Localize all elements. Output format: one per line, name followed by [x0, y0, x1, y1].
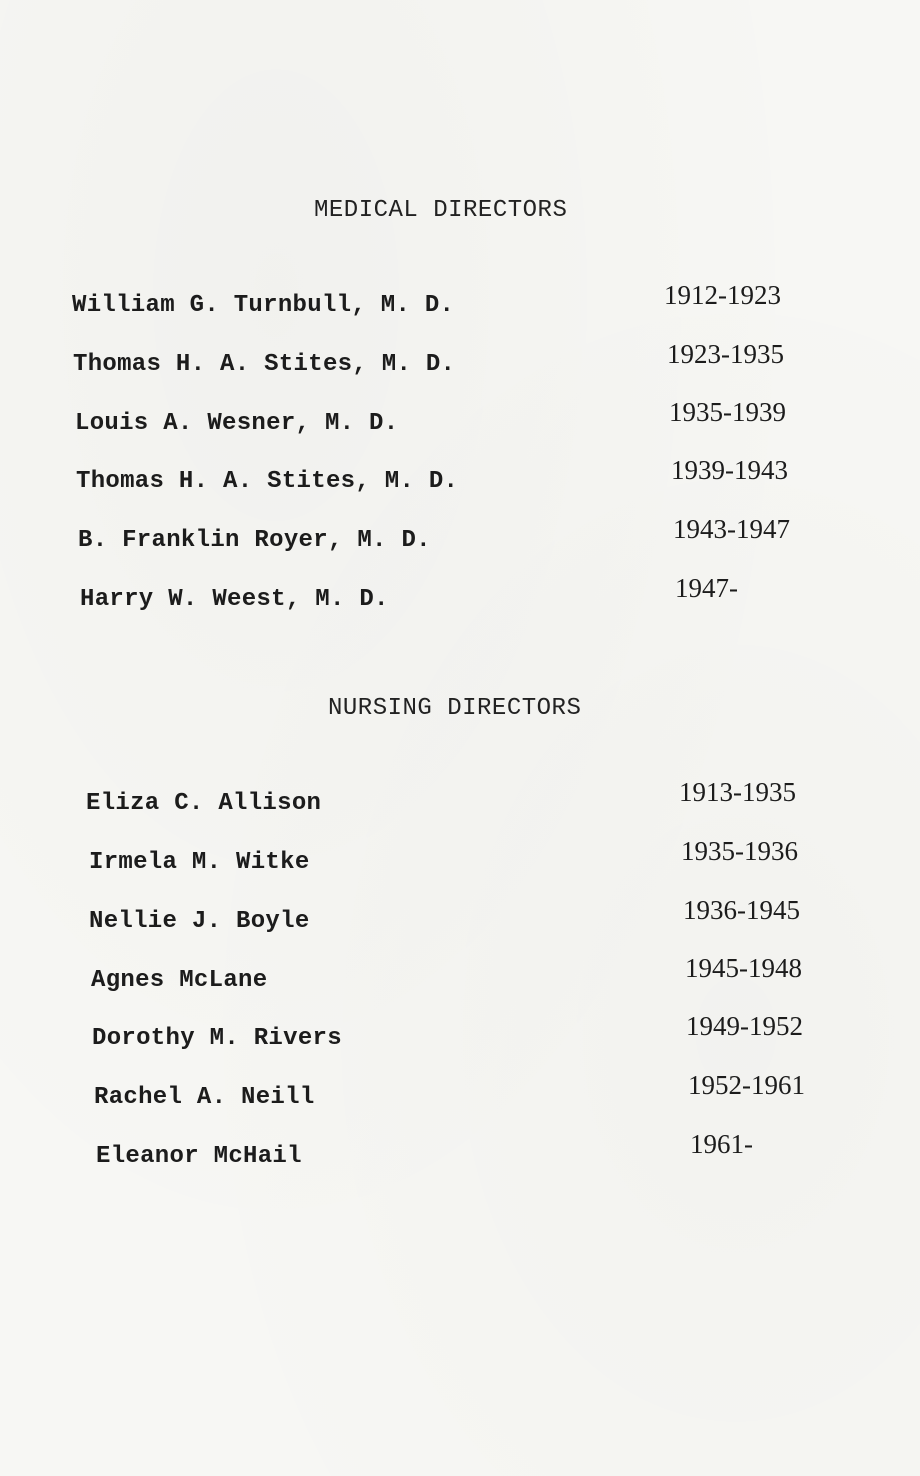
- nursing-director-years: 1945-1948: [685, 953, 802, 983]
- nursing-director-name: Rachel A. Neill: [94, 1084, 315, 1111]
- medical-director-years: 1943-1947: [673, 514, 790, 544]
- nursing-director-name: Eleanor McHail: [96, 1143, 302, 1170]
- medical-director-years: 1923-1935: [667, 339, 784, 369]
- nursing-directors-heading: NURSING DIRECTORS: [328, 695, 582, 722]
- medical-director-name: William G. Turnbull, M. D.: [72, 292, 455, 319]
- nursing-director-name: Eliza C. Allison: [86, 790, 322, 817]
- nursing-director-name: Irmela M. Witke: [89, 849, 310, 876]
- nursing-director-years: 1949-1952: [686, 1011, 803, 1041]
- nursing-director-name: Dorothy M. Rivers: [92, 1025, 342, 1052]
- medical-director-years: 1912-1923: [664, 280, 781, 310]
- medical-director-years: 1935-1939: [669, 397, 786, 427]
- medical-director-years: 1947-: [675, 573, 738, 603]
- nursing-director-years: 1936-1945: [683, 895, 800, 925]
- medical-director-name: Louis A. Wesner, M. D.: [75, 410, 399, 437]
- nursing-director-name: Agnes McLane: [91, 967, 268, 994]
- medical-director-name: Harry W. Weest, M. D.: [80, 586, 389, 613]
- medical-director-years: 1939-1943: [671, 455, 788, 485]
- medical-director-name: Thomas H. A. Stites, M. D.: [73, 351, 456, 378]
- nursing-director-years: 1935-1936: [681, 836, 798, 866]
- medical-director-name: B. Franklin Royer, M. D.: [78, 527, 431, 554]
- medical-director-name: Thomas H. A. Stites, M. D.: [76, 468, 459, 495]
- nursing-director-years: 1913-1935: [679, 777, 796, 807]
- nursing-director-years: 1961-: [690, 1129, 753, 1159]
- nursing-director-name: Nellie J. Boyle: [89, 908, 310, 935]
- nursing-director-years: 1952-1961: [688, 1070, 805, 1100]
- medical-directors-heading: MEDICAL DIRECTORS: [314, 197, 568, 224]
